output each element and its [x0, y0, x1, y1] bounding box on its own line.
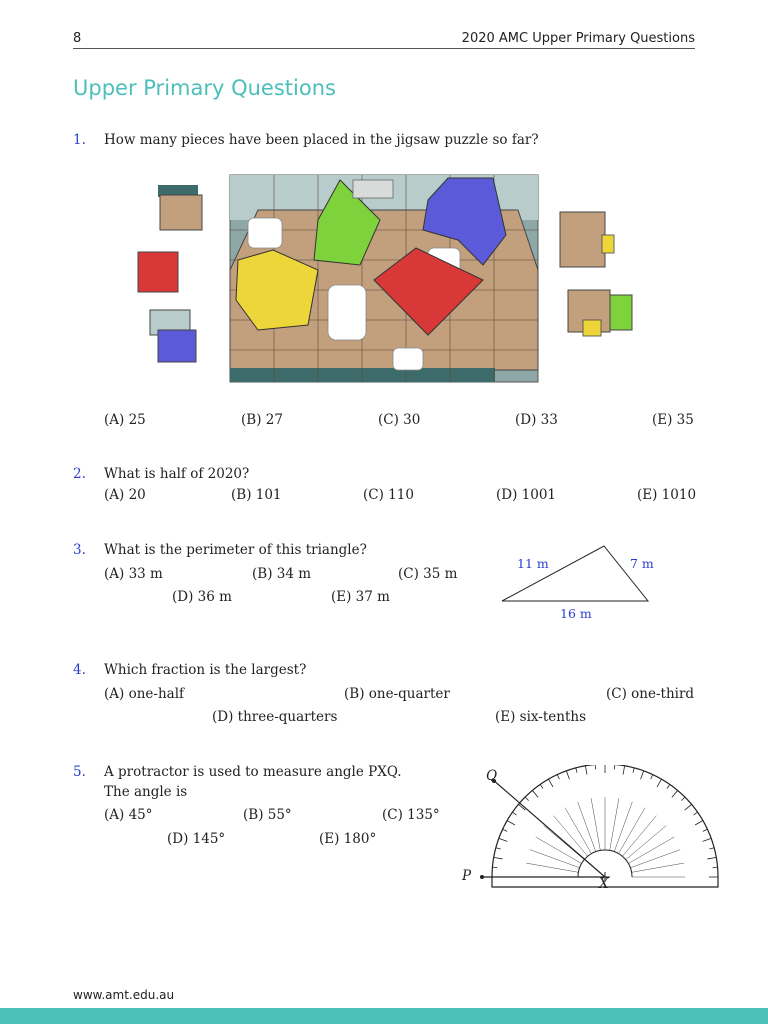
option-e: (E) 1010 — [637, 487, 697, 503]
protractor-tick — [703, 829, 708, 831]
protractor-tick — [503, 829, 508, 831]
option-d: (D) three-quarters — [212, 709, 338, 725]
protractor-tick — [685, 804, 692, 810]
question-text: What is half of 2020? — [104, 466, 250, 482]
protractor-tick — [507, 821, 515, 826]
option-c: (C) 110 — [363, 487, 414, 503]
option-c: (C) one-third — [606, 686, 695, 702]
option-a: (A) one-half — [104, 686, 185, 702]
option-d: (D) 36 m — [172, 589, 232, 605]
protractor-tick — [557, 775, 559, 780]
protractor-tick — [667, 784, 670, 788]
question-number: 2. — [73, 466, 86, 482]
running-title: 2020 AMC Upper Primary Questions — [461, 31, 695, 46]
protractor-tick — [709, 848, 714, 849]
protractor-tick — [499, 838, 507, 841]
protractor-tick — [707, 857, 716, 859]
protractor-tick — [540, 784, 543, 788]
section-title: Upper Primary Questions — [73, 76, 336, 100]
question-number: 1. — [73, 132, 86, 148]
option-e: (E) 37 m — [331, 589, 390, 605]
footer-url[interactable]: www.amt.edu.au — [73, 988, 175, 1002]
question-text-continued: The angle is — [104, 784, 188, 800]
protractor-tick — [585, 766, 587, 775]
point-p-label: P — [462, 868, 472, 884]
protractor-tick — [641, 771, 644, 779]
point-x-label: X — [599, 876, 609, 892]
triangle-label-right: 7 m — [630, 556, 654, 571]
option-a: (A) 45° — [104, 807, 153, 823]
protractor-tick — [651, 775, 653, 780]
point-q-label: Q — [486, 768, 498, 784]
protractor-tick — [695, 821, 703, 826]
option-b: (B) 27 — [241, 412, 283, 428]
protractor-tick — [532, 790, 538, 797]
protractor-tick — [672, 790, 678, 797]
protractor-tick — [693, 812, 697, 815]
question-number: 4. — [73, 662, 86, 678]
protractor-tick — [703, 838, 711, 841]
option-d: (D) 33 — [515, 412, 558, 428]
protractor-tick — [566, 771, 569, 779]
question-text: How many pieces have been placed in the jigsaw puzzle so far? — [104, 132, 539, 148]
option-a: (A) 20 — [104, 487, 146, 503]
protractor-tick — [494, 857, 503, 859]
question-text: What is the perimeter of this triangle? — [104, 542, 367, 558]
option-b: (B) 34 m — [252, 566, 312, 582]
protractor-tick — [496, 848, 501, 849]
question-text: Which fraction is the largest? — [104, 662, 307, 678]
protractor-tick — [681, 797, 685, 801]
option-c: (C) 35 m — [398, 566, 458, 582]
option-e: (E) 35 — [652, 412, 694, 428]
header-rule — [73, 48, 695, 49]
option-d: (D) 145° — [167, 831, 226, 847]
option-a: (A) 25 — [104, 412, 146, 428]
triangle-label-left: 11 m — [517, 556, 549, 571]
question-number: 3. — [73, 542, 86, 558]
option-e: (E) six-tenths — [495, 709, 587, 725]
protractor-tick — [525, 797, 529, 801]
option-c: (C) 135° — [382, 807, 440, 823]
triangle-figure — [500, 543, 650, 603]
option-d: (D) 1001 — [496, 487, 557, 503]
option-a: (A) 33 m — [104, 566, 163, 582]
question-text: A protractor is used to measure angle PXQ. — [104, 764, 402, 780]
protractor-tick — [512, 812, 516, 815]
option-b: (B) 101 — [231, 487, 282, 503]
protractor-tick — [576, 768, 577, 773]
protractor-tick — [657, 779, 662, 787]
option-b: (B) one-quarter — [344, 686, 450, 702]
question-number: 5. — [73, 764, 86, 780]
triangle-label-bottom: 16 m — [560, 606, 592, 621]
protractor-tick — [623, 766, 625, 775]
jigsaw-puzzle-figure — [128, 170, 638, 385]
protractor-tick — [549, 779, 554, 787]
protractor-tick — [633, 768, 634, 773]
option-b: (B) 55° — [243, 807, 292, 823]
option-c: (C) 30 — [378, 412, 421, 428]
option-e: (E) 180° — [319, 831, 377, 847]
page-number: 8 — [73, 31, 82, 46]
footer-bar — [0, 1008, 768, 1024]
